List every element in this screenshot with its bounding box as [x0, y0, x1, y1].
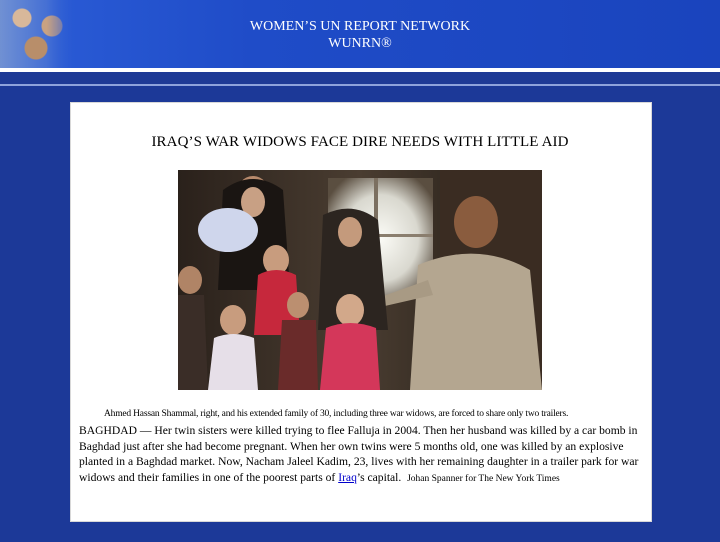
header-banner: [0, 0, 720, 68]
photo-credit: Johan Spanner for The New York Times: [407, 473, 560, 484]
article-body: [79, 423, 641, 487]
iraq-link[interactable]: Iraq: [338, 470, 357, 484]
article-photo: [178, 170, 542, 390]
article-headline: IRAQ’S WAR WIDOWS FACE DIRE NEEDS WITH LITTLE AID: [151, 134, 569, 150]
photo-caption: Ahmed Hassan Shammal, right, and his extended family of 30, including three war widows, are forced to share only two trailers.: [104, 409, 569, 419]
header-divider: [0, 68, 720, 72]
header-title-line2: WUNRN®: [328, 36, 392, 51]
header-title-line1: WOMEN’S UN REPORT NETWORK: [249, 19, 471, 34]
article-body-tail: ’s capital.: [356, 470, 402, 484]
article-body-text: BAGHDAD — Her twin sisters were killed trying to flee Falluja in 2004. Then her husband was killed by a car bomb in Baghdad just after she had become pregnant. When her own twins were 5 months old, one was killed by an explosive planted in a Baghdad market. Now, Nacham Jaleel Kadim, 23, lives with her remaining daughter in a trailer park for war widows and their families in one of the poorest parts of: [79, 424, 639, 484]
header-title: [0, 18, 720, 52]
